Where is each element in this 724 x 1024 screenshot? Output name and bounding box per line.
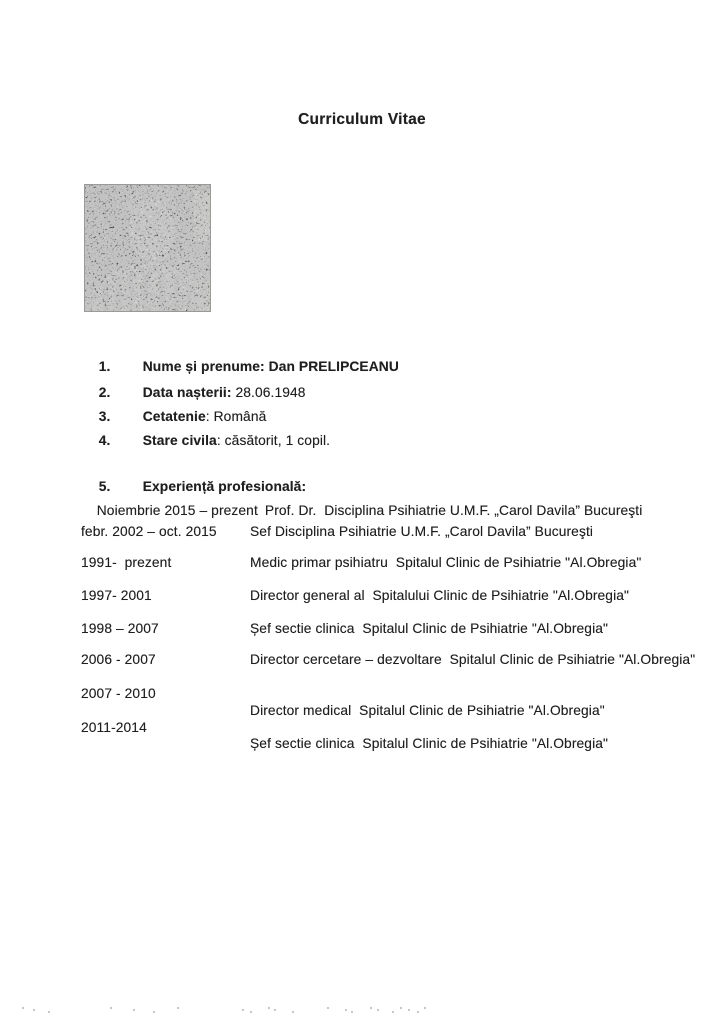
- noise-speck: [22, 1007, 24, 1009]
- experience-date: 2006 - 2007: [81, 652, 156, 667]
- noise-speck: [48, 1011, 50, 1013]
- noise-speck: [242, 1009, 244, 1011]
- noise-speck: [177, 1007, 179, 1009]
- item-value: 28.06.1948: [231, 385, 306, 400]
- experience-date: 2007 - 2010: [81, 686, 156, 701]
- noise-speck: [292, 1011, 294, 1013]
- noise-speck: [377, 1009, 379, 1011]
- noise-speck: [274, 1009, 276, 1011]
- experience-date: 1998 – 2007: [81, 621, 159, 636]
- noise-speck: [392, 1011, 394, 1013]
- item-value: : Română: [205, 409, 267, 424]
- noise-speck: [417, 1011, 419, 1013]
- noise-speck: [33, 1009, 35, 1011]
- noise-speck: [250, 1011, 252, 1013]
- portrait-photo: [85, 185, 210, 311]
- noise-speck: [110, 1007, 112, 1009]
- item-label: Stare civila: [142, 433, 217, 448]
- noise-speck: [268, 1007, 270, 1009]
- item-number: 4.: [98, 433, 111, 448]
- noise-speck: [408, 1009, 410, 1011]
- experience-position: Director cercetare – dezvoltare Spitalul Clinic de Psihiatrie "Al.Obregia": [250, 652, 696, 667]
- noise-speck: [133, 1009, 135, 1011]
- noise-speck: [153, 1011, 155, 1013]
- noise-speck: [327, 1007, 329, 1009]
- experience-position: Șef sectie clinica Spitalul Clinic de Psihiatrie "Al.Obregia": [250, 621, 609, 636]
- item-label: Data nașterii:: [142, 385, 232, 400]
- experience-date: 1991- prezent: [81, 555, 172, 570]
- experience-date: 1997- 2001: [81, 588, 152, 603]
- item-number: 2.: [98, 385, 111, 400]
- noise-speck: [370, 1007, 372, 1009]
- experience-date: 2011-2014: [81, 720, 147, 735]
- item-label: Nume și prenume:: [142, 359, 265, 374]
- page-title: Curriculum Vitae: [298, 111, 426, 128]
- experience-position: Director medical Spitalul Clinic de Psihiatrie "Al.Obregia": [250, 703, 605, 718]
- section-number: 5.: [98, 479, 111, 494]
- experience-position: Prof. Dr. Disciplina Psihiatrie U.M.F. „Carol Davila” Bucureşti: [264, 503, 643, 518]
- noise-speck: [351, 1011, 353, 1013]
- experience-position: Director general al Spitalului Clinic de Psihiatrie "Al.Obregia": [250, 588, 630, 603]
- noise-speck: [400, 1007, 402, 1009]
- item-number: 1.: [98, 359, 111, 374]
- experience-date: Noiembrie 2015 – prezent: [96, 503, 258, 518]
- experience-date: febr. 2002 – oct. 2015: [81, 524, 217, 539]
- noise-speck: [345, 1009, 347, 1011]
- item-label: Cetatenie: [142, 409, 206, 424]
- personal-item-marital-status: [83, 415, 683, 466]
- item-value: Dan PRELIPCEANU: [264, 359, 399, 374]
- noise-speck: [424, 1007, 426, 1009]
- section-title: Experiență profesională:: [142, 479, 307, 494]
- item-number: 3.: [98, 409, 111, 424]
- item-value: : căsătorit, 1 copil.: [216, 433, 331, 448]
- experience-position: Sef Disciplina Psihiatrie U.M.F. „Carol Davila” Bucureşti: [250, 524, 594, 539]
- experience-position: Șef sectie clinica Spitalul Clinic de Psihiatrie "Al.Obregia": [250, 736, 609, 751]
- portrait-photo-graphic: [85, 185, 210, 311]
- experience-position: Medic primar psihiatru Spitalul Clinic de Psihiatrie "Al.Obregia": [250, 555, 642, 570]
